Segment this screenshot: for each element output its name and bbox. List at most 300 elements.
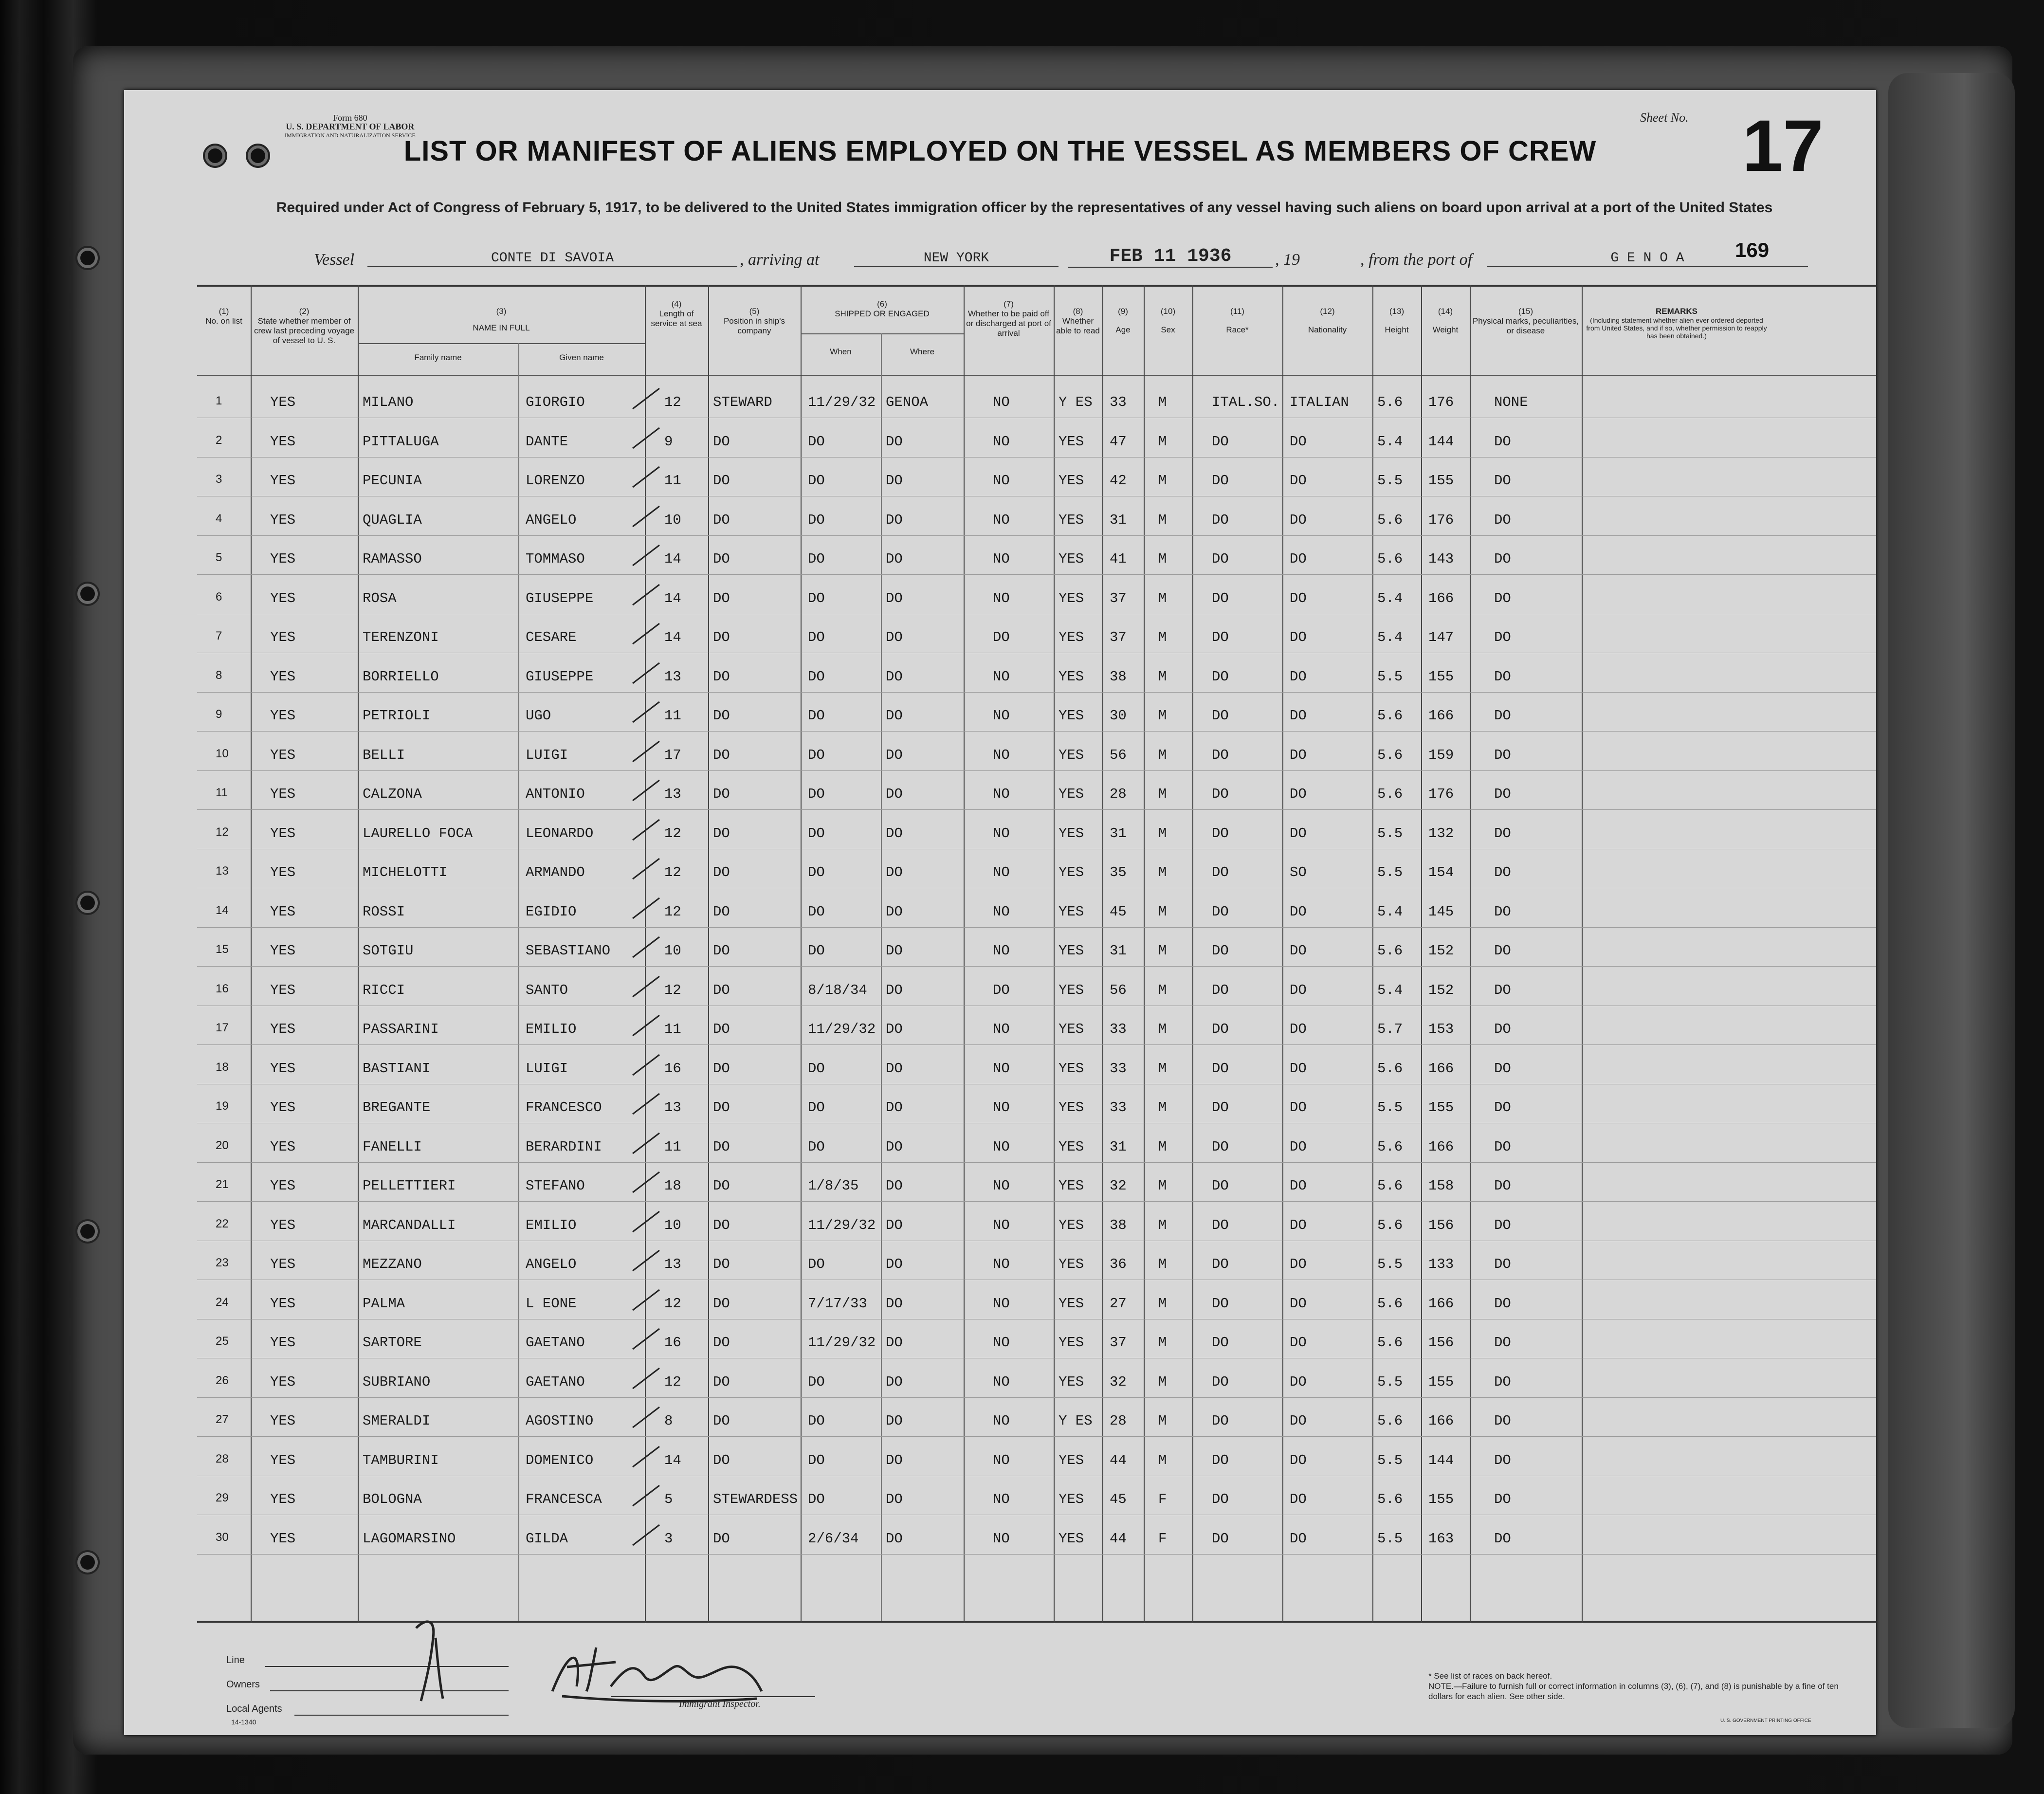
cell-given-name: CESARE — [526, 629, 577, 645]
cell-previous-voyage: YES — [270, 1452, 296, 1468]
cell-previous-voyage: YES — [270, 1373, 296, 1390]
binder-hole — [80, 1224, 95, 1239]
binder-hole — [80, 1555, 95, 1570]
cell-family-name: QUAGLIA — [363, 512, 422, 528]
col-header-weight: (14) Weight — [1432, 307, 1459, 334]
cell-position: DO — [713, 1452, 730, 1468]
cell-engaged-when: DO — [808, 1099, 825, 1116]
cell-weight: 166 — [1428, 1413, 1454, 1429]
cell-given-name: ANTONIO — [526, 786, 585, 802]
check-mark — [630, 1208, 664, 1237]
check-mark — [630, 581, 664, 610]
cell-physical-marks: DO — [1494, 1295, 1511, 1312]
cell-weight: 147 — [1428, 629, 1454, 645]
cell-position: DO — [713, 551, 730, 567]
cell-previous-voyage: YES — [270, 1335, 296, 1351]
cell-family-name: ROSSI — [363, 903, 405, 920]
cell-family-name: MILANO — [363, 394, 414, 410]
cell-nationality: DO — [1290, 1256, 1307, 1272]
check-mark — [630, 1286, 664, 1315]
check-mark — [630, 1168, 664, 1197]
cell-previous-voyage: YES — [270, 982, 296, 998]
check-mark — [630, 894, 664, 923]
cell-given-name: GIUSEPPE — [526, 668, 594, 685]
cell-family-name: PASSARINI — [363, 1021, 439, 1037]
cell-row-number: 9 — [216, 708, 222, 721]
cell-height: 5.5 — [1377, 1373, 1403, 1390]
cell-previous-voyage: YES — [270, 590, 296, 606]
cell-able-to-read: YES — [1058, 1491, 1084, 1507]
cell-nationality: DO — [1290, 551, 1307, 567]
cell-given-name: FRANCESCO — [526, 1099, 602, 1116]
cell-row-number: 10 — [216, 747, 229, 760]
cell-engaged-when: DO — [808, 551, 825, 567]
cell-nationality: DO — [1290, 1413, 1307, 1429]
cell-engaged-when: 11/29/32 — [808, 1021, 876, 1037]
check-mark — [630, 1482, 664, 1511]
col-header-paid-off: (7) Whether to be paid off or discharged at port of arrival — [966, 299, 1051, 338]
cell-sex: M — [1158, 1335, 1167, 1351]
cell-race: DO — [1212, 1060, 1229, 1077]
cell-able-to-read: YES — [1058, 433, 1084, 450]
cell-given-name: GILDA — [526, 1530, 568, 1547]
cell-able-to-read: YES — [1058, 1138, 1084, 1155]
cell-family-name: CALZONA — [363, 786, 422, 802]
cell-sex: M — [1158, 551, 1167, 567]
cell-row-number: 26 — [216, 1373, 229, 1387]
cell-race: DO — [1212, 1491, 1229, 1507]
page-title: LIST OR MANIFEST OF ALIENS EMPLOYED ON THE VESSEL AS MEMBERS OF CREW — [403, 135, 1597, 167]
cell-age: 41 — [1110, 551, 1127, 567]
cell-engaged-where: DO — [886, 1335, 903, 1351]
cell-physical-marks: DO — [1494, 590, 1511, 606]
cell-engaged-when: 1/8/35 — [808, 1178, 859, 1194]
cell-able-to-read: Y ES — [1058, 394, 1093, 410]
cell-sex: M — [1158, 512, 1167, 528]
cell-engaged-where: DO — [886, 1138, 903, 1155]
cell-weight: 158 — [1428, 1178, 1454, 1194]
cell-sex: M — [1158, 903, 1167, 920]
col-header-name: (3) NAME IN FULL — [473, 307, 530, 332]
cell-paid-off: NO — [993, 1217, 1010, 1233]
cell-height: 5.5 — [1377, 1530, 1403, 1547]
check-mark — [630, 1246, 664, 1276]
cell-physical-marks: DO — [1494, 668, 1511, 685]
cell-family-name: MARCANDALLI — [363, 1217, 456, 1233]
cell-race: DO — [1212, 473, 1229, 489]
cell-engaged-where: DO — [886, 1021, 903, 1037]
cell-row-number: 8 — [216, 668, 222, 682]
sheet-number: 17 — [1742, 105, 1824, 186]
agents-label: Local Agents — [226, 1703, 282, 1714]
cell-engaged-when: DO — [808, 864, 825, 880]
bureau-name: IMMIGRATION AND NATURALIZATION SERVICE — [285, 132, 416, 139]
cell-paid-off: NO — [993, 1099, 1010, 1116]
cell-previous-voyage: YES — [270, 433, 296, 450]
cell-weight: 166 — [1428, 590, 1454, 606]
cell-previous-voyage: YES — [270, 864, 296, 880]
cell-age: 31 — [1110, 943, 1127, 959]
cell-service-length: 12 — [664, 394, 681, 410]
cell-engaged-where: DO — [886, 1099, 903, 1116]
cell-previous-voyage: YES — [270, 903, 296, 920]
cell-engaged-where: DO — [886, 1256, 903, 1272]
cell-race: DO — [1212, 1256, 1229, 1272]
cell-paid-off: NO — [993, 1452, 1010, 1468]
cell-position: DO — [713, 864, 730, 880]
department-name: U. S. DEPARTMENT OF LABOR — [286, 122, 415, 131]
crew-table — [197, 285, 1876, 1623]
check-mark — [630, 463, 664, 492]
cell-previous-voyage: YES — [270, 1138, 296, 1155]
cell-given-name: GIORGIO — [526, 394, 585, 410]
check-mark — [630, 1051, 664, 1080]
cell-given-name: BERARDINI — [526, 1138, 602, 1155]
from-port-label: , from the port of — [1360, 251, 1473, 269]
cell-position: DO — [713, 1335, 730, 1351]
manifest-page — [124, 90, 1876, 1735]
cell-weight: 166 — [1428, 1295, 1454, 1312]
cell-physical-marks: DO — [1494, 551, 1511, 567]
form-code: 14-1340 — [231, 1718, 256, 1726]
cell-previous-voyage: YES — [270, 1256, 296, 1272]
cell-sex: M — [1158, 943, 1167, 959]
cell-engaged-when: DO — [808, 747, 825, 763]
cell-paid-off: NO — [993, 1060, 1010, 1077]
cell-family-name: MICHELOTTI — [363, 864, 448, 880]
cell-paid-off: NO — [993, 473, 1010, 489]
cell-weight: 156 — [1428, 1335, 1454, 1351]
cell-previous-voyage: YES — [270, 473, 296, 489]
cell-service-length: 14 — [664, 629, 681, 645]
cell-family-name: BORRIELLO — [363, 668, 439, 685]
col-header-given-name: Given name — [559, 353, 604, 362]
cell-physical-marks: DO — [1494, 1138, 1511, 1155]
cell-position: DO — [713, 668, 730, 685]
cell-position: STEWARDESS — [713, 1491, 798, 1507]
check-mark — [630, 384, 664, 414]
col-header-height: (13) Height — [1385, 307, 1409, 334]
check-mark — [630, 1364, 664, 1393]
check-mark — [630, 541, 664, 570]
check-mark — [630, 1403, 664, 1432]
cell-engaged-when: DO — [808, 473, 825, 489]
cell-engaged-where: DO — [886, 551, 903, 567]
cell-height: 5.6 — [1377, 551, 1403, 567]
cell-able-to-read: YES — [1058, 982, 1084, 998]
cell-position: DO — [713, 1530, 730, 1547]
cell-position: DO — [713, 1217, 730, 1233]
cell-able-to-read: YES — [1058, 1099, 1084, 1116]
cell-engaged-where: GENOA — [886, 394, 929, 410]
cell-age: 56 — [1110, 747, 1127, 763]
cell-family-name: SARTORE — [363, 1335, 422, 1351]
cell-position: DO — [713, 1099, 730, 1116]
cell-sex: M — [1158, 1021, 1167, 1037]
cell-sex: M — [1158, 1099, 1167, 1116]
binder-hole — [80, 896, 95, 910]
cell-engaged-when: 11/29/32 — [808, 1335, 876, 1351]
cell-family-name: BELLI — [363, 747, 405, 763]
cell-age: 31 — [1110, 512, 1127, 528]
cell-paid-off: NO — [993, 512, 1010, 528]
cell-age: 56 — [1110, 982, 1127, 998]
cell-sex: M — [1158, 473, 1167, 489]
cell-given-name: GAETANO — [526, 1335, 585, 1351]
cell-height: 5.6 — [1377, 1295, 1403, 1312]
cell-engaged-when: 11/29/32 — [808, 394, 876, 410]
cell-previous-voyage: YES — [270, 668, 296, 685]
col-header-when: When — [830, 347, 852, 356]
cell-race: DO — [1212, 1217, 1229, 1233]
cell-race: DO — [1212, 1452, 1229, 1468]
cell-paid-off: NO — [993, 747, 1010, 763]
cell-height: 5.5 — [1377, 825, 1403, 842]
cell-paid-off: DO — [993, 629, 1010, 645]
cell-given-name: DANTE — [526, 433, 568, 450]
form-number: Form 680 — [333, 113, 367, 123]
check-mark — [630, 659, 664, 688]
cell-given-name: ANGELO — [526, 1256, 577, 1272]
cell-given-name: LUIGI — [526, 1060, 568, 1077]
cell-sex: M — [1158, 747, 1167, 763]
cell-previous-voyage: YES — [270, 551, 296, 567]
cell-physical-marks: DO — [1494, 1060, 1511, 1077]
cell-physical-marks: DO — [1494, 1217, 1511, 1233]
cell-service-length: 13 — [664, 786, 681, 802]
cell-position: STEWARD — [713, 394, 772, 410]
cell-weight: 176 — [1428, 786, 1454, 802]
cell-weight: 155 — [1428, 1099, 1454, 1116]
cell-sex: M — [1158, 708, 1167, 724]
cell-able-to-read: YES — [1058, 903, 1084, 920]
cell-weight: 154 — [1428, 864, 1454, 880]
cell-paid-off: NO — [993, 825, 1010, 842]
cell-physical-marks: DO — [1494, 1491, 1511, 1507]
cell-sex: M — [1158, 1295, 1167, 1312]
cell-family-name: FANELLI — [363, 1138, 422, 1155]
cell-age: 33 — [1110, 1021, 1127, 1037]
cell-service-length: 12 — [664, 864, 681, 880]
cell-row-number: 12 — [216, 825, 229, 839]
cell-height: 5.6 — [1377, 394, 1403, 410]
cell-race: DO — [1212, 512, 1229, 528]
cell-sex: M — [1158, 1256, 1167, 1272]
cell-given-name: EGIDIO — [526, 903, 577, 920]
cell-weight: 152 — [1428, 943, 1454, 959]
cell-height: 5.6 — [1377, 1138, 1403, 1155]
cell-sex: M — [1158, 1413, 1167, 1429]
cell-able-to-read: YES — [1058, 551, 1084, 567]
cell-sex: M — [1158, 1178, 1167, 1194]
cell-physical-marks: DO — [1494, 708, 1511, 724]
cell-height: 5.6 — [1377, 747, 1403, 763]
cell-sex: M — [1158, 982, 1167, 998]
cell-sex: M — [1158, 1138, 1167, 1155]
cell-age: 45 — [1110, 1491, 1127, 1507]
cell-race: DO — [1212, 629, 1229, 645]
cell-age: 47 — [1110, 433, 1127, 450]
cell-height: 5.4 — [1377, 982, 1403, 998]
cell-nationality: DO — [1290, 1138, 1307, 1155]
cell-weight: 144 — [1428, 1452, 1454, 1468]
cell-given-name: ARMANDO — [526, 864, 585, 880]
cell-race: DO — [1212, 668, 1229, 685]
cell-family-name: TERENZONI — [363, 629, 439, 645]
cell-age: 44 — [1110, 1530, 1127, 1547]
cell-family-name: PETRIOLI — [363, 708, 431, 724]
cell-position: DO — [713, 1021, 730, 1037]
cell-engaged-when: DO — [808, 1491, 825, 1507]
cell-engaged-when: DO — [808, 1060, 825, 1077]
cell-engaged-where: DO — [886, 1217, 903, 1233]
cell-height: 5.6 — [1377, 786, 1403, 802]
cell-nationality: DO — [1290, 1099, 1307, 1116]
cell-previous-voyage: YES — [270, 1491, 296, 1507]
cell-engaged-where: DO — [886, 825, 903, 842]
cell-race: DO — [1212, 590, 1229, 606]
cell-engaged-when: DO — [808, 708, 825, 724]
cell-service-length: 14 — [664, 551, 681, 567]
cell-engaged-where: DO — [886, 668, 903, 685]
cell-nationality: DO — [1290, 1373, 1307, 1390]
cell-engaged-when: DO — [808, 433, 825, 450]
cell-able-to-read: YES — [1058, 629, 1084, 645]
cell-paid-off: NO — [993, 551, 1010, 567]
cell-given-name: LORENZO — [526, 473, 585, 489]
cell-service-length: 10 — [664, 943, 681, 959]
cell-able-to-read: YES — [1058, 1295, 1084, 1312]
check-mark — [630, 776, 664, 805]
cell-previous-voyage: YES — [270, 708, 296, 724]
cell-engaged-when: DO — [808, 1256, 825, 1272]
cell-service-length: 11 — [664, 1021, 681, 1037]
cell-service-length: 11 — [664, 708, 681, 724]
cell-nationality: DO — [1290, 1491, 1307, 1507]
cell-sex: M — [1158, 786, 1167, 802]
check-mark — [630, 816, 664, 845]
cell-engaged-where: DO — [886, 786, 903, 802]
cell-row-number: 6 — [216, 590, 222, 604]
cell-position: DO — [713, 747, 730, 763]
cell-able-to-read: YES — [1058, 747, 1084, 763]
cell-age: 36 — [1110, 1256, 1127, 1272]
cell-sex: M — [1158, 1452, 1167, 1468]
cell-paid-off: NO — [993, 433, 1010, 450]
cell-service-length: 10 — [664, 1217, 681, 1233]
cell-weight: 166 — [1428, 1060, 1454, 1077]
col-header-race: (11) Race* — [1226, 307, 1249, 334]
cell-age: 33 — [1110, 394, 1127, 410]
cell-physical-marks: DO — [1494, 747, 1511, 763]
cell-paid-off: NO — [993, 708, 1010, 724]
cell-sex: M — [1158, 864, 1167, 880]
check-mark — [630, 933, 664, 962]
cell-age: 27 — [1110, 1295, 1127, 1312]
cell-position: DO — [713, 1373, 730, 1390]
cell-given-name: AGOSTINO — [526, 1413, 594, 1429]
cell-age: 37 — [1110, 1335, 1127, 1351]
cell-previous-voyage: YES — [270, 512, 296, 528]
cell-engaged-when: DO — [808, 668, 825, 685]
cell-race: DO — [1212, 786, 1229, 802]
year-label: , 19 — [1275, 251, 1300, 269]
cell-sex: M — [1158, 433, 1167, 450]
cell-row-number: 19 — [216, 1099, 229, 1113]
cell-service-length: 16 — [664, 1335, 681, 1351]
cell-engaged-when: DO — [808, 590, 825, 606]
col-header-family-name: Family name — [414, 353, 462, 362]
inspector-label: Immigrant Inspector. — [679, 1699, 761, 1709]
cell-nationality: DO — [1290, 982, 1307, 998]
cell-engaged-where: DO — [886, 590, 903, 606]
cell-sex: M — [1158, 825, 1167, 842]
cell-family-name: SMERALDI — [363, 1413, 431, 1429]
cell-position: DO — [713, 512, 730, 528]
cell-age: 42 — [1110, 473, 1127, 489]
cell-weight: 166 — [1428, 1138, 1454, 1155]
cell-physical-marks: DO — [1494, 982, 1511, 998]
cell-previous-voyage: YES — [270, 1295, 296, 1312]
cell-nationality: DO — [1290, 943, 1307, 959]
cell-nationality: SO — [1290, 864, 1307, 880]
cell-service-length: 14 — [664, 1452, 681, 1468]
cell-physical-marks: NONE — [1494, 394, 1528, 410]
cell-position: DO — [713, 590, 730, 606]
cell-nationality: DO — [1290, 1452, 1307, 1468]
cell-row-number: 20 — [216, 1138, 229, 1152]
cell-engaged-where: DO — [886, 512, 903, 528]
cell-physical-marks: DO — [1494, 1413, 1511, 1429]
cell-height: 5.6 — [1377, 1060, 1403, 1077]
cell-nationality: DO — [1290, 1295, 1307, 1312]
cell-service-length: 12 — [664, 1295, 681, 1312]
cell-row-number: 1 — [216, 394, 222, 407]
cell-position: DO — [713, 943, 730, 959]
cell-sex: F — [1158, 1530, 1167, 1547]
cell-given-name: TOMMASO — [526, 551, 585, 567]
cell-able-to-read: YES — [1058, 590, 1084, 606]
cell-paid-off: NO — [993, 1178, 1010, 1194]
cell-family-name: LAURELLO FOCA — [363, 825, 473, 842]
cell-race: DO — [1212, 551, 1229, 567]
cell-age: 33 — [1110, 1060, 1127, 1077]
cell-engaged-where: DO — [886, 1413, 903, 1429]
cell-paid-off: NO — [993, 1295, 1010, 1312]
cell-given-name: LUIGI — [526, 747, 568, 763]
cell-engaged-where: DO — [886, 1295, 903, 1312]
cell-position: DO — [713, 708, 730, 724]
cell-row-number: 29 — [216, 1491, 229, 1504]
cell-row-number: 5 — [216, 551, 222, 564]
cell-family-name: PALMA — [363, 1295, 405, 1312]
cell-height: 5.6 — [1377, 708, 1403, 724]
cell-paid-off: NO — [993, 590, 1010, 606]
cell-weight: 176 — [1428, 512, 1454, 528]
cell-paid-off: NO — [993, 668, 1010, 685]
cell-race: DO — [1212, 1373, 1229, 1390]
cell-engaged-when: DO — [808, 825, 825, 842]
cell-paid-off: DO — [993, 982, 1010, 998]
cell-physical-marks: DO — [1494, 433, 1511, 450]
cell-able-to-read: YES — [1058, 1373, 1084, 1390]
cell-engaged-where: DO — [886, 1452, 903, 1468]
cell-position: DO — [713, 1413, 730, 1429]
cell-age: 37 — [1110, 629, 1127, 645]
arrival-port: NEW YORK — [854, 251, 1058, 267]
cell-physical-marks: DO — [1494, 1335, 1511, 1351]
cell-age: 37 — [1110, 590, 1127, 606]
